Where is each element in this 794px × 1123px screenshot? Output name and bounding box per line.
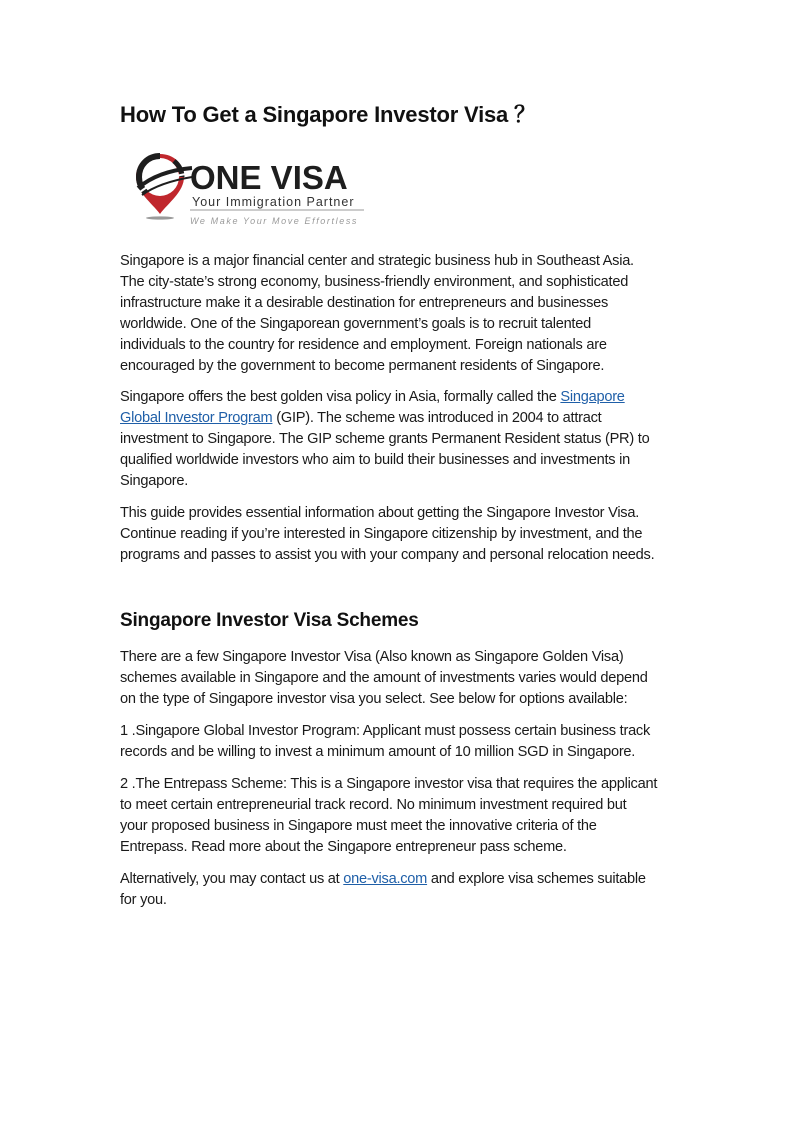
text-segment: Singapore offers the best golden visa policy in Asia, formally called the	[120, 389, 561, 405]
location-pin-icon	[134, 148, 384, 232]
text-line	[120, 869, 680, 890]
text-line: to meet certain entrepreneurial track record. No minimum investment required but	[120, 797, 627, 813]
text-line: your proposed business in Singapore must meet the innovative criteria of the	[120, 818, 597, 834]
logo-brand-text: ONE VISA	[190, 159, 348, 196]
text-line: for you.	[120, 892, 167, 908]
gip-link[interactable]: Global Investor Program	[120, 410, 273, 426]
text-segment: Alternatively, you may contact us at	[120, 871, 344, 887]
text-line: schemes available in Singapore and the amount of investments varies would depend	[120, 670, 648, 686]
text-line: 1 .Singapore Global Investor Program: Applicant must possess certain business track	[120, 723, 651, 739]
text-line: infrastructure make it a desirable destination for entrepreneurs and businesses	[120, 295, 609, 311]
scheme-item-1	[120, 721, 680, 763]
text-line: on the type of Singapore investor visa you select. See below for options available:	[120, 691, 628, 707]
text-line: investment to Singapore. The GIP scheme grants Permanent Resident status (PR) to	[120, 431, 650, 447]
text-line: 2 .The Entrepass Scheme: This is a Singapore investor visa that requires the applicant	[120, 776, 658, 792]
text-segment: and explore visa schemes suitable	[427, 871, 646, 887]
text-line	[120, 387, 680, 408]
text-line: Entrepass. Read more about the Singapore entrepreneur pass scheme.	[120, 839, 567, 855]
logo-slogan: We Make Your Move Effortless	[190, 216, 359, 226]
intro-paragraph	[120, 251, 680, 377]
page-title: How To Get a Singapore Investor Visa ？	[120, 102, 536, 127]
text-line: Continue reading if you’re interested in Singapore citizenship by investment, and the	[120, 526, 643, 542]
section-heading: Singapore Investor Visa Schemes	[120, 610, 419, 631]
gip-link[interactable]: Singapore	[560, 389, 625, 405]
text-line: Singapore is a major financial center and strategic business hub in Southeast Asia.	[120, 253, 634, 269]
gip-paragraph	[120, 387, 680, 492]
text-line: There are a few Singapore Investor Visa (Also known as Singapore Golden Visa)	[120, 649, 624, 665]
guide-paragraph	[120, 503, 680, 566]
text-line: Singapore.	[120, 473, 189, 489]
text-line: worldwide. One of the Singaporean government’s goals is to recruit talented	[120, 316, 591, 332]
one-visa-link[interactable]: one-visa.com	[343, 871, 428, 887]
schemes-intro-paragraph	[120, 647, 680, 710]
text-line: programs and passes to assist you with your company and personal relocation needs.	[120, 547, 655, 563]
text-line: individuals to the country for residence and employment. Foreign nationals are	[120, 337, 607, 353]
logo-tagline: Your Immigration Partner	[192, 195, 355, 209]
text-line	[120, 408, 680, 429]
one-visa-logo	[134, 148, 384, 232]
text-line: This guide provides essential information about getting the Singapore Investor Visa.	[120, 505, 640, 521]
text-line: encouraged by the government to become permanent residents of Singapore.	[120, 358, 605, 374]
scheme-item-2	[120, 774, 680, 858]
text-segment: (GIP). The scheme was introduced in 2004 to attract	[272, 410, 602, 426]
text-line: qualified worldwide investors who aim to build their businesses and investments in	[120, 452, 631, 468]
text-line: The city-state’s strong economy, business-friendly environment, and sophisticated	[120, 274, 629, 290]
text-line: records and be willing to invest a minimum amount of 10 million SGD in Singapore.	[120, 744, 636, 760]
contact-paragraph	[120, 869, 680, 911]
